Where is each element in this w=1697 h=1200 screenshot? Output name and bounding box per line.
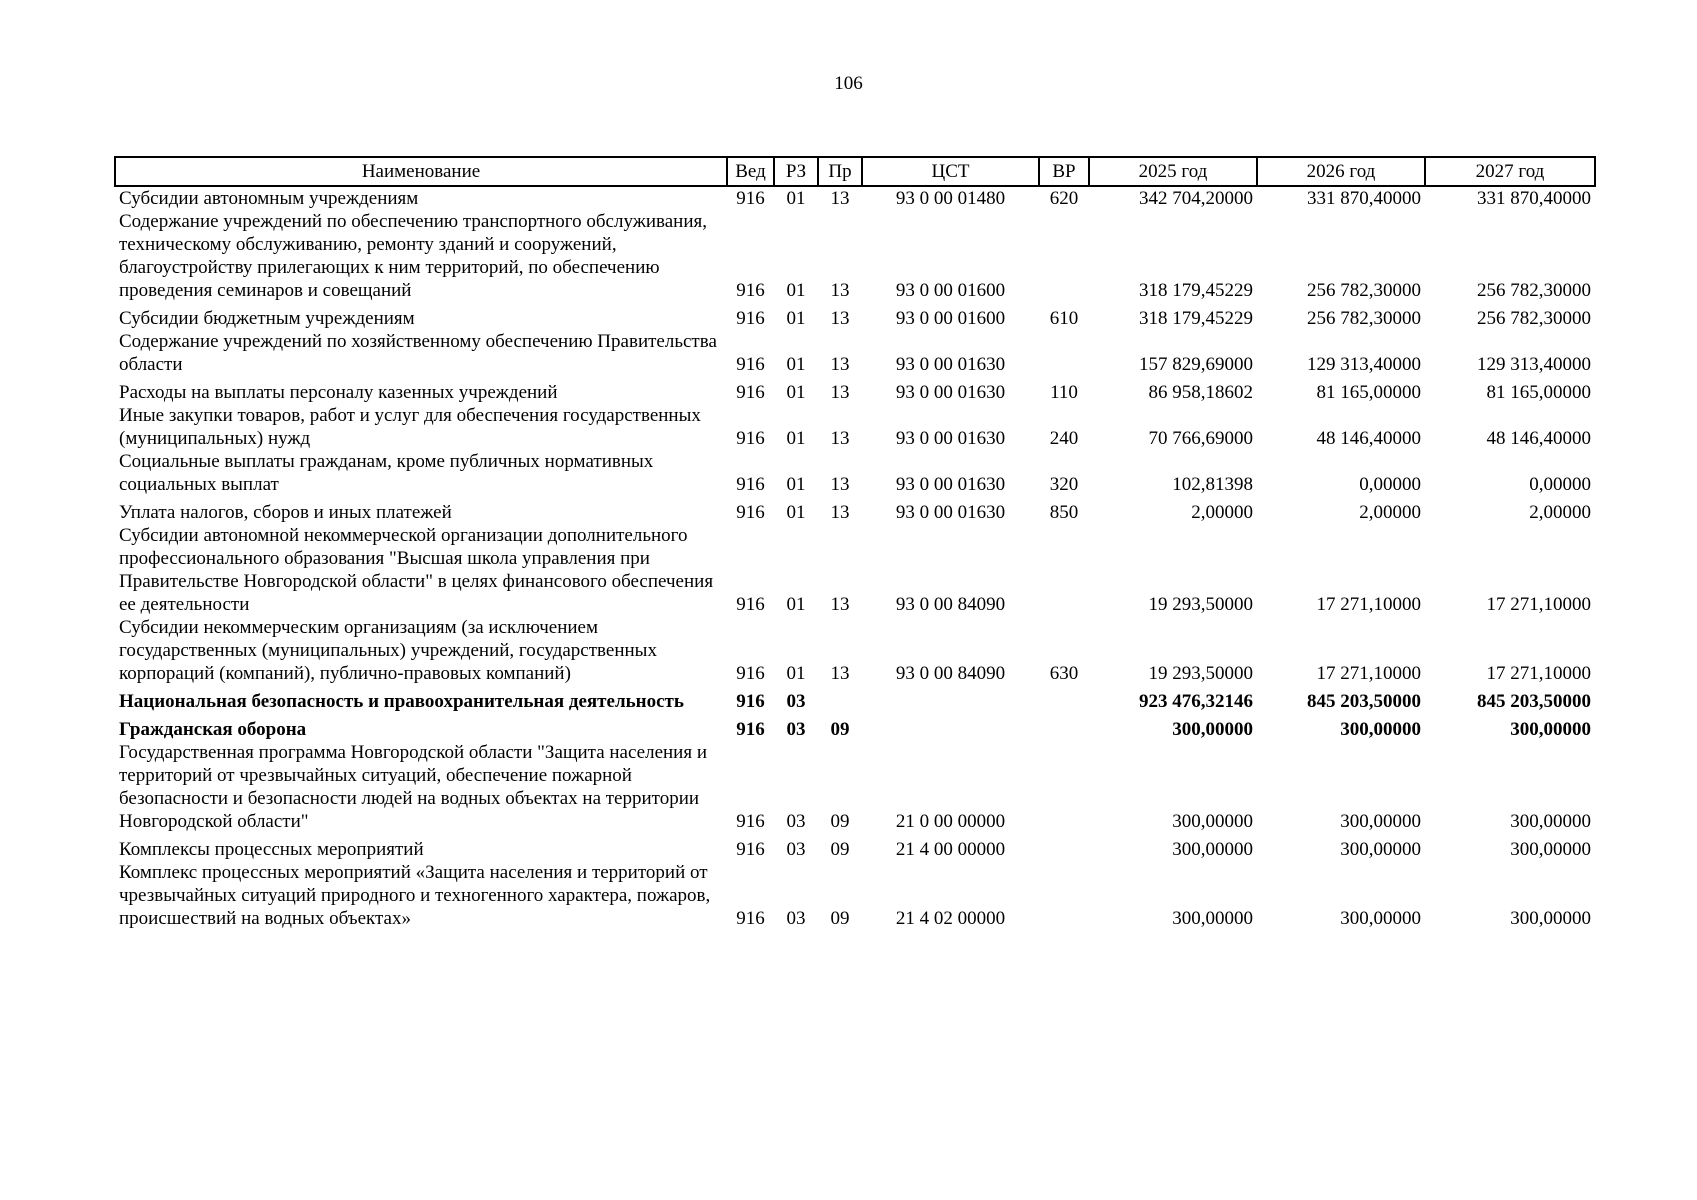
cell-name: Уплата налогов, сборов и иных платежей — [119, 502, 452, 523]
table-row — [115, 861, 1595, 930]
cell-pr: 09 — [830, 811, 850, 832]
cell-vr — [1039, 861, 1089, 930]
cell-ved: 916 — [736, 354, 765, 375]
cell-name: Субсидии автономной некоммерческой организации дополнительного профессионального образования "Высшая школа управления при Правительстве Новгородской области" в целях финансового обеспечения ее деятельности — [119, 525, 714, 615]
cell-ved: 916 — [736, 908, 765, 929]
table-row — [115, 450, 1595, 496]
cell-name: Субсидии некоммерческим организациям (за исключением государственных (муниципальных) учреждений, государственных корпораций (компаний), публично-правовых компаний) — [119, 617, 657, 684]
cell-vr: 630 — [1049, 663, 1079, 684]
cell-rz: 03 — [786, 691, 806, 712]
cell-2026: 300,00000 — [1340, 839, 1421, 860]
cell-rz: 01 — [786, 354, 806, 375]
cell-2027: 845 203,50000 — [1477, 691, 1591, 712]
cell-2027: 256 782,30000 — [1477, 280, 1591, 301]
cell-vr: 240 — [1049, 428, 1079, 449]
cell-2027: 300,00000 — [1510, 719, 1591, 740]
table-row — [115, 833, 1595, 861]
cell-2025: 318 179,45229 — [1139, 280, 1253, 301]
cell-2027: 2,00000 — [1529, 502, 1591, 523]
table-row — [115, 404, 1595, 450]
cell-2025: 19 293,50000 — [1148, 594, 1253, 615]
cell-ved: 916 — [736, 719, 765, 740]
cell-name: Комплексы процессных мероприятий — [119, 839, 424, 860]
cell-2025: 102,81398 — [1172, 474, 1253, 495]
cell-rz: 03 — [786, 719, 806, 740]
budget-table — [114, 156, 1596, 930]
cell-2025: 86 958,18602 — [1148, 382, 1253, 403]
cell-name: Содержание учреждений по обеспечению транспортного обслуживания, техническому обслуживанию, ремонту зданий и сооружений, благоустройству прилегающих к ним территорий, по обеспечению проведения семинаров и совещаний — [119, 211, 707, 301]
cell-2027: 48 146,40000 — [1486, 428, 1591, 449]
cell-2025: 2,00000 — [1191, 502, 1253, 523]
cell-name: Расходы на выплаты персоналу казенных учреждений — [119, 382, 558, 403]
cell-2027: 300,00000 — [1510, 811, 1591, 832]
cell-2026: 129 313,40000 — [1307, 354, 1421, 375]
page-number: 106 — [834, 73, 863, 94]
header-2027: 2027 год — [1425, 157, 1595, 186]
cell-vr — [1039, 685, 1089, 713]
cell-vr: 620 — [1049, 188, 1079, 209]
cell-pr: 09 — [830, 839, 850, 860]
cell-pr: 09 — [830, 908, 850, 929]
cell-2026: 17 271,10000 — [1316, 594, 1421, 615]
header-name: Наименование — [115, 157, 727, 186]
cell-ved: 916 — [736, 382, 765, 403]
cell-2025: 300,00000 — [1172, 719, 1253, 740]
cell-cst: 21 4 00 00000 — [895, 839, 1006, 860]
cell-ved: 916 — [736, 280, 765, 301]
table-row — [115, 616, 1595, 685]
cell-vr: 850 — [1049, 502, 1079, 523]
cell-2026: 2,00000 — [1359, 502, 1421, 523]
cell-cst: 93 0 00 01600 — [895, 280, 1006, 301]
cell-ved: 916 — [736, 663, 765, 684]
table-row — [115, 376, 1595, 404]
table-row — [115, 741, 1595, 833]
table-row — [115, 302, 1595, 330]
cell-2026: 81 165,00000 — [1316, 382, 1421, 403]
cell-rz: 01 — [786, 308, 806, 329]
cell-pr: 13 — [830, 308, 850, 329]
cell-ved: 916 — [736, 691, 765, 712]
cell-name: Субсидии бюджетным учреждениям — [119, 308, 415, 329]
cell-pr: 13 — [830, 382, 850, 403]
cell-name: Содержание учреждений по хозяйственному обеспечению Правительства области — [119, 331, 717, 375]
cell-2027: 0,00000 — [1529, 474, 1591, 495]
cell-rz: 03 — [786, 811, 806, 832]
cell-2026: 48 146,40000 — [1316, 428, 1421, 449]
cell-2027: 129 313,40000 — [1477, 354, 1591, 375]
table-row — [115, 210, 1595, 302]
cell-vr — [1039, 524, 1089, 616]
cell-rz: 03 — [786, 839, 806, 860]
cell-rz: 03 — [786, 908, 806, 929]
cell-vr — [1039, 330, 1089, 376]
cell-2027: 256 782,30000 — [1477, 308, 1591, 329]
cell-2025: 300,00000 — [1172, 839, 1253, 860]
header-2026: 2026 год — [1257, 157, 1425, 186]
cell-pr: 13 — [830, 354, 850, 375]
cell-pr: 13 — [830, 428, 850, 449]
table-row — [115, 186, 1595, 210]
header-ved: Вед — [727, 157, 774, 186]
cell-2027: 331 870,40000 — [1477, 188, 1591, 209]
header-rz: РЗ — [774, 157, 818, 186]
cell-name: Государственная программа Новгородской области "Защита населения и территорий от чрезвычайных ситуаций, обеспечение пожарной безопасности и безопасности людей на водных объектах на территории Новгородской области" — [119, 742, 707, 832]
cell-cst: 93 0 00 01630 — [895, 428, 1006, 449]
cell-2026: 845 203,50000 — [1307, 691, 1421, 712]
cell-2025: 70 766,69000 — [1148, 428, 1253, 449]
cell-2025: 300,00000 — [1172, 908, 1253, 929]
cell-2026: 300,00000 — [1340, 908, 1421, 929]
cell-rz: 01 — [786, 188, 806, 209]
cell-cst: 93 0 00 84090 — [895, 594, 1006, 615]
cell-cst: 93 0 00 01630 — [895, 382, 1006, 403]
cell-rz: 01 — [786, 474, 806, 495]
cell-cst: 21 0 00 00000 — [895, 811, 1006, 832]
header-cst: ЦСТ — [862, 157, 1039, 186]
cell-2026: 0,00000 — [1359, 474, 1421, 495]
cell-2025: 318 179,45229 — [1139, 308, 1253, 329]
cell-2026: 256 782,30000 — [1307, 308, 1421, 329]
cell-ved: 916 — [736, 594, 765, 615]
cell-2027: 81 165,00000 — [1486, 382, 1591, 403]
cell-ved: 916 — [736, 428, 765, 449]
cell-cst: 93 0 00 01630 — [895, 474, 1006, 495]
cell-ved: 916 — [736, 839, 765, 860]
cell-cst: 93 0 00 01600 — [895, 308, 1006, 329]
cell-cst: 93 0 00 01480 — [895, 188, 1006, 209]
cell-pr: 13 — [830, 474, 850, 495]
cell-ved: 916 — [736, 502, 765, 523]
cell-name: Национальная безопасность и правоохранительная деятельность — [119, 691, 684, 712]
cell-2025: 342 704,20000 — [1139, 188, 1253, 209]
table-row — [115, 685, 1595, 713]
cell-ved: 916 — [736, 811, 765, 832]
cell-ved: 916 — [736, 474, 765, 495]
cell-cst — [862, 713, 1039, 741]
cell-rz: 01 — [786, 382, 806, 403]
cell-vr: 610 — [1049, 308, 1079, 329]
cell-vr — [1039, 741, 1089, 833]
cell-rz: 01 — [786, 428, 806, 449]
cell-vr: 110 — [1050, 382, 1078, 403]
cell-rz: 01 — [786, 280, 806, 301]
cell-vr — [1039, 713, 1089, 741]
cell-2025: 923 476,32146 — [1139, 691, 1253, 712]
cell-cst — [862, 685, 1039, 713]
cell-rz: 01 — [786, 594, 806, 615]
cell-name: Гражданская оборона — [119, 719, 307, 740]
cell-2025: 19 293,50000 — [1148, 663, 1253, 684]
header-vr: ВР — [1039, 157, 1089, 186]
cell-vr — [1039, 210, 1089, 302]
cell-2026: 331 870,40000 — [1307, 188, 1421, 209]
cell-name: Социальные выплаты гражданам, кроме публичных нормативных социальных выплат — [119, 451, 654, 495]
cell-pr: 13 — [830, 188, 850, 209]
cell-name: Субсидии автономным учреждениям — [119, 188, 419, 209]
table-body — [115, 186, 1595, 930]
cell-pr: 13 — [830, 663, 850, 684]
cell-pr — [818, 685, 862, 713]
cell-pr: 13 — [830, 594, 850, 615]
cell-cst: 93 0 00 84090 — [895, 663, 1006, 684]
table-row — [115, 524, 1595, 616]
table-row — [115, 713, 1595, 741]
cell-2026: 17 271,10000 — [1316, 663, 1421, 684]
cell-cst: 93 0 00 01630 — [895, 354, 1006, 375]
header-pr: Пр — [818, 157, 862, 186]
cell-cst: 21 4 02 00000 — [895, 908, 1006, 929]
cell-cst: 93 0 00 01630 — [895, 502, 1006, 523]
cell-pr: 13 — [830, 280, 850, 301]
cell-2027: 17 271,10000 — [1486, 594, 1591, 615]
header-2025: 2025 год — [1089, 157, 1257, 186]
cell-name: Комплекс процессных мероприятий «Защита населения и территорий от чрезвычайных ситуаций природного и техногенного характера, пожаров, происшествий на водных объектах» — [119, 862, 711, 929]
table-row — [115, 330, 1595, 376]
cell-2026: 300,00000 — [1340, 719, 1421, 740]
cell-2025: 157 829,69000 — [1139, 354, 1253, 375]
cell-pr: 13 — [830, 502, 850, 523]
cell-2027: 17 271,10000 — [1486, 663, 1591, 684]
cell-2025: 300,00000 — [1172, 811, 1253, 832]
cell-2027: 300,00000 — [1510, 839, 1591, 860]
cell-2026: 256 782,30000 — [1307, 280, 1421, 301]
cell-2026: 300,00000 — [1340, 811, 1421, 832]
table-row — [115, 496, 1595, 524]
cell-vr — [1039, 833, 1089, 861]
cell-rz: 01 — [786, 663, 806, 684]
cell-rz: 01 — [786, 502, 806, 523]
cell-name: Иные закупки товаров, работ и услуг для обеспечения государственных (муниципальных) нужд — [119, 405, 701, 449]
cell-ved: 916 — [736, 188, 765, 209]
cell-pr: 09 — [830, 719, 850, 740]
cell-2027: 300,00000 — [1510, 908, 1591, 929]
cell-vr: 320 — [1049, 474, 1079, 495]
table-header-row — [115, 157, 1595, 186]
cell-ved: 916 — [736, 308, 765, 329]
